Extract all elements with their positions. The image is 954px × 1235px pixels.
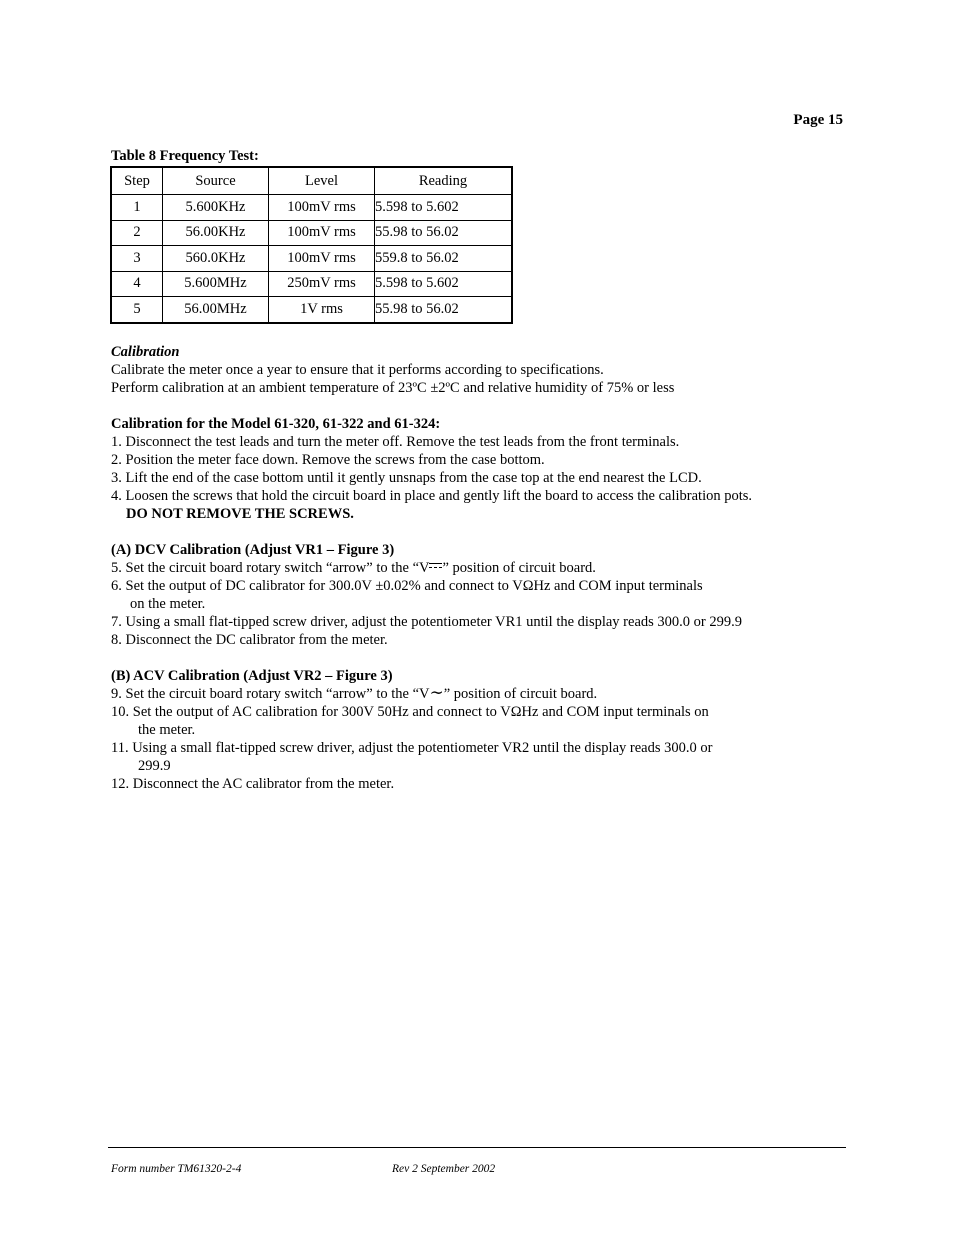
dcv-step-5-post: ” position of circuit board.: [442, 560, 596, 576]
calibration-line-2: Perform calibration at an ambient temperature of 23ºC ±2ºC and relative humidity of 75% or less: [111, 380, 675, 396]
models-heading: Calibration for the Model 61-320, 61-322 and 61-324:: [111, 416, 441, 432]
dcv-step-5: [111, 559, 752, 577]
models-step-4: 4. Loosen the screws that hold the circuit board in place and gently lift the board to access the calibration pots.: [111, 488, 753, 504]
acv-step-12: 12. Disconnect the AC calibrator from the meter.: [111, 776, 395, 792]
acv-step-9-pre: 9. Set the circuit board rotary switch “arrow” to the “V: [111, 686, 430, 702]
form-number: Form number TM61320-2-4: [111, 1163, 242, 1175]
cell-level: 100mV rms: [269, 220, 375, 246]
cell-step: 5: [111, 297, 163, 323]
page-number: Page 15: [793, 112, 843, 128]
cell-level: 100mV rms: [269, 195, 375, 221]
cell-reading: 55.98 to 56.02: [375, 297, 513, 323]
col-header-level: Level: [269, 167, 375, 195]
table-row: [111, 271, 512, 297]
dcv-step-5-pre: 5. Set the circuit board rotary switch “arrow” to the “V: [111, 560, 430, 576]
cell-reading: 55.98 to 56.02: [375, 220, 513, 246]
col-header-reading: Reading: [375, 167, 513, 195]
cell-level: 250mV rms: [269, 271, 375, 297]
cell-source: 5.600KHz: [163, 195, 269, 221]
table-row: [111, 297, 512, 323]
models-step-3: 3. Lift the end of the case bottom until it gently unsnaps from the case top at the end nearest the LCD.: [111, 470, 702, 486]
screws-warning: DO NOT REMOVE THE SCREWS.: [126, 506, 354, 522]
acv-step-10-cont: the meter.: [138, 722, 196, 738]
table-header-row: [111, 167, 512, 195]
cell-level: 100mV rms: [269, 246, 375, 272]
cell-source: 56.00MHz: [163, 297, 269, 323]
cell-reading: 559.8 to 56.02: [375, 246, 513, 272]
models-step-1: 1. Disconnect the test leads and turn the meter off. Remove the test leads from the front terminals.: [111, 434, 680, 450]
revision-date: Rev 2 September 2002: [392, 1163, 496, 1175]
acv-step-9: [111, 685, 752, 703]
cell-step: 2: [111, 220, 163, 246]
cell-reading: 5.598 to 5.602: [375, 195, 513, 221]
table-row: [111, 220, 512, 246]
models-step-2: 2. Position the meter face down. Remove the screws from the case bottom.: [111, 452, 545, 468]
frequency-test-table: [110, 166, 513, 324]
cell-source: 560.0KHz: [163, 246, 269, 272]
footer-divider: [108, 1147, 846, 1148]
acv-step-9-post: ” position of circuit board.: [443, 686, 598, 702]
table-title: Table 8 Frequency Test:: [111, 148, 259, 164]
acv-step-10: 10. Set the output of AC calibration for 300V 50Hz and connect to VΩHz and COM input terminals on: [111, 704, 709, 720]
dcv-heading: (A) DCV Calibration (Adjust VR1 – Figure 3): [111, 542, 395, 558]
dcv-step-8: 8. Disconnect the DC calibrator from the meter.: [111, 632, 388, 648]
cell-source: 5.600MHz: [163, 271, 269, 297]
table-row: [111, 246, 512, 272]
col-header-source: Source: [163, 167, 269, 195]
cell-level: 1V rms: [269, 297, 375, 323]
acv-step-11: 11. Using a small flat-tipped screw driver, adjust the potentiometer VR2 until the display reads 300.0 or: [111, 740, 713, 756]
dc-voltage-icon: [429, 561, 442, 571]
cell-reading: 5.598 to 5.602: [375, 271, 513, 297]
table-row: [111, 195, 512, 221]
calibration-heading: Calibration: [111, 344, 180, 360]
dcv-step-7: 7. Using a small flat-tipped screw driver, adjust the potentiometer VR1 until the display reads 300.0 or 299.9: [111, 614, 742, 630]
body-text: [111, 343, 752, 793]
dcv-step-6: 6. Set the output of DC calibrator for 300.0V ±0.02% and connect to VΩHz and COM input terminals: [111, 578, 703, 594]
calibration-line-1: Calibrate the meter once a year to ensure that it performs according to specifications.: [111, 362, 604, 378]
acv-step-11-cont: 299.9: [138, 758, 171, 774]
dcv-step-6-cont: on the meter.: [130, 596, 206, 612]
cell-source: 56.00KHz: [163, 220, 269, 246]
cell-step: 3: [111, 246, 163, 272]
cell-step: 1: [111, 195, 163, 221]
ac-voltage-icon: ∼: [429, 683, 444, 702]
cell-step: 4: [111, 271, 163, 297]
acv-heading: (B) ACV Calibration (Adjust VR2 – Figure 3): [111, 668, 393, 684]
col-header-step: Step: [111, 167, 163, 195]
